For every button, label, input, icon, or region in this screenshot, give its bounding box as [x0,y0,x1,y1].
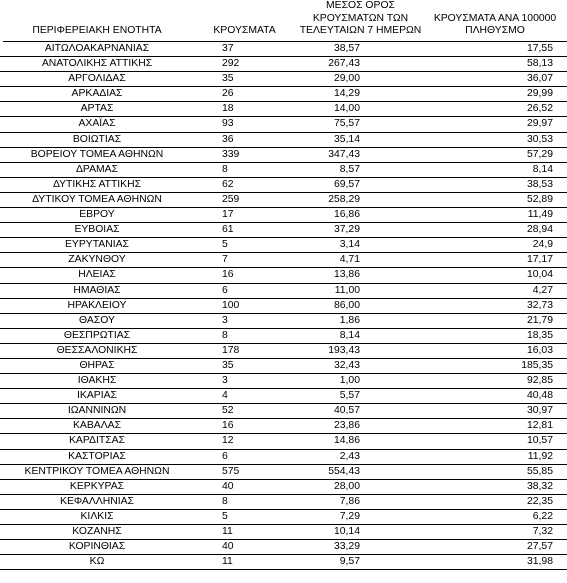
region-cell: ΚΟΖΑΝΗΣ [72,526,122,537]
per-100k-cell: 31,98 [526,556,553,568]
header-cases: ΚΡΟΥΣΜΑΤΑ [191,0,298,42]
avg-7day-cell: 35,14 [333,133,360,145]
avg-7day-cell: 267,43 [328,58,360,70]
avg-7day-cell: 75,57 [333,118,360,130]
table-row [0,238,567,253]
per-100k-cell: 29,97 [526,118,553,130]
region-cell: ΙΩΑΝΝΙΝΩΝ [67,405,127,417]
region-cell: ΒΟΡΕΙΟΥ ΤΟΜΕΑ ΑΘΗΝΩΝ [30,148,164,160]
per-100k-cell: 92,85 [526,375,553,387]
cases-cell: 26 [222,88,234,100]
cases-cell: 35 [222,73,234,85]
avg-7day-cell: 1,86 [339,314,360,326]
cases-cell: 575 [222,465,240,477]
table-row [0,223,567,238]
cases-cell: 4 [222,390,228,402]
table-row [0,148,567,163]
cases-cell: 3 [222,375,228,387]
per-100k-cell: 10,57 [526,435,553,447]
cases-cell: 339 [222,148,240,160]
table-row [0,540,567,555]
cases-cell: 52 [222,405,234,417]
per-100k-cell: 4,27 [532,284,553,296]
per-100k-cell: 7,32 [532,526,553,537]
per-100k-cell: 55,85 [526,465,553,477]
table-row [0,495,567,510]
region-cell: ΚΕΡΚΥΡΑΣ [69,480,125,492]
per-100k-cell: 58,13 [526,58,553,70]
per-100k-cell: 16,03 [526,344,553,356]
table-row [0,87,567,102]
cases-cell: 5 [222,510,228,522]
table-row [0,102,567,117]
per-100k-cell: 185,35 [521,359,553,371]
region-cell: ΗΜΑΘΙΑΣ [73,284,121,296]
avg-7day-cell: 38,57 [333,43,360,54]
table-row [0,404,567,419]
region-cell: ΚΕΦΑΛΛΗΝΙΑΣ [60,495,134,507]
per-100k-cell: 30,53 [526,133,553,145]
cases-cell: 62 [222,178,234,190]
region-cell: ΑΡΓΟΛΙΔΑΣ [68,73,126,85]
avg-7day-cell: 37,29 [333,224,360,236]
cases-cell: 5 [222,239,228,251]
avg-7day-cell: 33,29 [333,541,360,553]
avg-7day-cell: 10,14 [333,526,360,537]
per-100k-cell: 28,94 [526,224,553,236]
cases-cell: 8 [222,329,228,341]
region-cell: ΚΑΣΤΟΡΙΑΣ [68,450,126,462]
per-100k-cell: 18,35 [526,329,553,341]
region-cell: ΑΡΤΑΣ [80,103,114,115]
cases-cell: 16 [222,420,234,432]
per-100k-cell: 32,73 [526,299,553,311]
table-row [0,253,567,268]
region-cell: ΘΕΣΣΑΛΟΝΙΚΗΣ [56,344,138,356]
header-7day-average: ΜΕΣΟΣ ΟΡΟΣ ΚΡΟΥΣΜΑΤΩΝ ΤΩΝ ΤΕΛΕΥΤΑΙΩΝ 7 ΗΜΕΡΩΝ [298,0,423,42]
avg-7day-cell: 14,29 [333,88,360,100]
table-row [0,359,567,374]
per-100k-cell: 12,81 [526,420,553,432]
region-cell: ΔΡΑΜΑΣ [75,163,119,175]
avg-7day-cell: 5,57 [339,390,360,402]
cases-cell: 18 [222,103,234,115]
table-row [0,72,567,87]
cases-cell: 3 [222,314,228,326]
region-cell: ΑΡΚΑΔΙΑΣ [71,88,123,100]
per-100k-cell: 10,04 [526,269,553,281]
table-row [0,208,567,223]
region-cell: ΚΕΝΤΡΙΚΟΥ ΤΟΜΕΑ ΑΘΗΝΩΝ [24,465,170,477]
table-row [0,374,567,389]
table-row [0,344,567,359]
region-cell: ΚΑΡΔΙΤΣΑΣ [69,435,125,447]
table-row [0,555,567,570]
avg-7day-cell: 11,00 [334,284,360,296]
per-100k-cell: 17,17 [526,254,553,266]
cases-cell: 292 [222,58,240,70]
region-cell: ΗΡΑΚΛΕΙΟΥ [67,299,127,311]
table-row [0,299,567,314]
per-100k-cell: 30,97 [526,405,553,417]
avg-7day-cell: 8,14 [339,329,360,341]
table-row [0,329,567,344]
region-cell: ΘΗΡΑΣ [79,359,115,371]
table-row [0,434,567,449]
region-cell: ΚΙΛΚΙΣ [80,510,114,522]
avg-7day-cell: 32,43 [333,359,360,371]
avg-7day-cell: 69,57 [333,178,360,190]
cases-cell: 11 [222,556,233,568]
region-cell: ΚΟΡΙΝΘΙΑΣ [68,541,126,553]
table-body [0,42,567,570]
table-row [0,314,567,329]
region-cell: ΒΟΙΩΤΙΑΣ [72,133,122,145]
region-cell: ΑΙΤΩΛΟΑΚΑΡΝΑΝΙΑΣ [44,43,150,54]
avg-7day-cell: 258,29 [328,193,360,205]
per-100k-cell: 6,22 [532,510,553,522]
cases-cell: 178 [222,344,240,356]
region-cell: ΕΥΒΟΙΑΣ [74,224,120,236]
cases-cell: 259 [222,193,240,205]
avg-7day-cell: 2,43 [339,450,360,462]
table-row [0,42,567,57]
avg-7day-cell: 9,57 [339,556,360,568]
avg-7day-cell: 554,43 [328,465,360,477]
region-cell: ΕΒΡΟΥ [79,209,115,221]
avg-7day-cell: 347,43 [328,148,360,160]
header-region: ΠΕΡΙΦΕΡΕΙΑΚΗ ΕΝΟΤΗΤΑ [3,0,191,42]
table-row [0,133,567,148]
per-100k-cell: 17,55 [526,43,553,54]
per-100k-cell: 26,52 [526,103,553,115]
per-100k-cell: 24,9 [532,239,553,251]
per-100k-cell: 52,89 [526,193,553,205]
region-cell: ΘΕΣΠΡΩΤΙΑΣ [63,329,131,341]
region-cell: ΑΧΑΪΑΣ [78,118,116,130]
cases-cell: 61 [222,224,234,236]
cases-cell: 12 [222,435,234,447]
cases-cell: 16 [222,269,234,281]
region-cell: ΕΥΡΥΤΑΝΙΑΣ [65,239,129,251]
region-cell: ΘΑΣΟΥ [79,314,115,326]
table-row [0,178,567,193]
avg-7day-cell: 8,57 [339,163,360,175]
cases-cell: 8 [222,495,228,507]
table-row [0,117,567,132]
table-row [0,480,567,495]
region-cell: ΔΥΤΙΚΟΥ ΤΟΜΕΑ ΑΘΗΝΩΝ [32,193,162,205]
avg-7day-cell: 1,00 [339,375,360,387]
cases-cell: 6 [222,284,228,296]
cases-cell: 36 [222,133,234,145]
header-cases-per-100k: ΚΡΟΥΣΜΑΤΑ ΑΝΑ 100000 ΠΛΗΘΥΣΜΟ [423,0,567,42]
avg-7day-cell: 23,86 [333,420,360,432]
avg-7day-cell: 86,00 [333,299,360,311]
table-row [0,389,567,404]
region-cell: ΗΛΕΙΑΣ [78,269,116,281]
region-cell: ΚΩ [89,556,105,568]
per-100k-cell: 22,35 [526,495,553,507]
per-100k-cell: 27,57 [526,541,553,553]
per-100k-cell: 36,07 [526,73,553,85]
avg-7day-cell: 40,57 [333,405,360,417]
table-row [0,268,567,283]
cases-cell: 11 [222,526,233,537]
region-cell: ΙΘΑΚΗΣ [77,375,117,387]
table-row [0,163,567,178]
avg-7day-cell: 7,86 [339,495,360,507]
avg-7day-cell: 29,00 [333,73,360,85]
table-row [0,419,567,434]
cases-cell: 40 [222,541,234,553]
cases-cell: 17 [222,209,234,221]
cases-cell: 100 [222,299,240,311]
region-cell: ΔΥΤΙΚΗΣ ΑΤΤΙΚΗΣ [52,178,142,190]
table-row [0,450,567,465]
table-row [0,193,567,208]
per-100k-cell: 29,99 [526,88,553,100]
per-100k-cell: 8,14 [532,163,553,175]
region-cell: ΚΑΒΑΛΑΣ [72,420,122,432]
region-cell: ΖΑΚΥΝΘΟΥ [68,254,126,266]
avg-7day-cell: 14,00 [333,103,360,115]
table-row [0,57,567,72]
avg-7day-cell: 3,14 [339,239,360,251]
per-100k-cell: 11,49 [527,209,553,221]
table-row [0,510,567,525]
avg-7day-cell: 14,86 [333,435,360,447]
avg-7day-cell: 16,86 [333,209,360,221]
cases-cell: 40 [222,480,234,492]
region-cell: ΑΝΑΤΟΛΙΚΗΣ ΑΤΤΙΚΗΣ [41,58,153,70]
cases-cell: 7 [222,254,228,266]
avg-7day-cell: 7,29 [339,510,360,522]
avg-7day-cell: 4,71 [339,254,360,266]
cases-cell: 6 [222,450,228,462]
avg-7day-cell: 13,86 [333,269,360,281]
cases-cell: 37 [222,43,234,54]
per-100k-cell: 38,53 [526,178,553,190]
avg-7day-cell: 193,43 [328,344,360,356]
table-row [0,525,567,540]
per-100k-cell: 38,32 [526,480,553,492]
region-cell: ΙΚΑΡΙΑΣ [77,390,117,402]
per-100k-cell: 57,29 [526,148,553,160]
per-100k-cell: 21,79 [526,314,553,326]
avg-7day-cell: 28,00 [333,480,360,492]
per-100k-cell: 40,48 [526,390,553,402]
cases-cell: 35 [222,359,234,371]
table-row [0,465,567,480]
cases-cell: 93 [222,118,234,130]
cases-cell: 8 [222,163,228,175]
table-row [0,284,567,299]
per-100k-cell: 11,92 [527,450,553,462]
